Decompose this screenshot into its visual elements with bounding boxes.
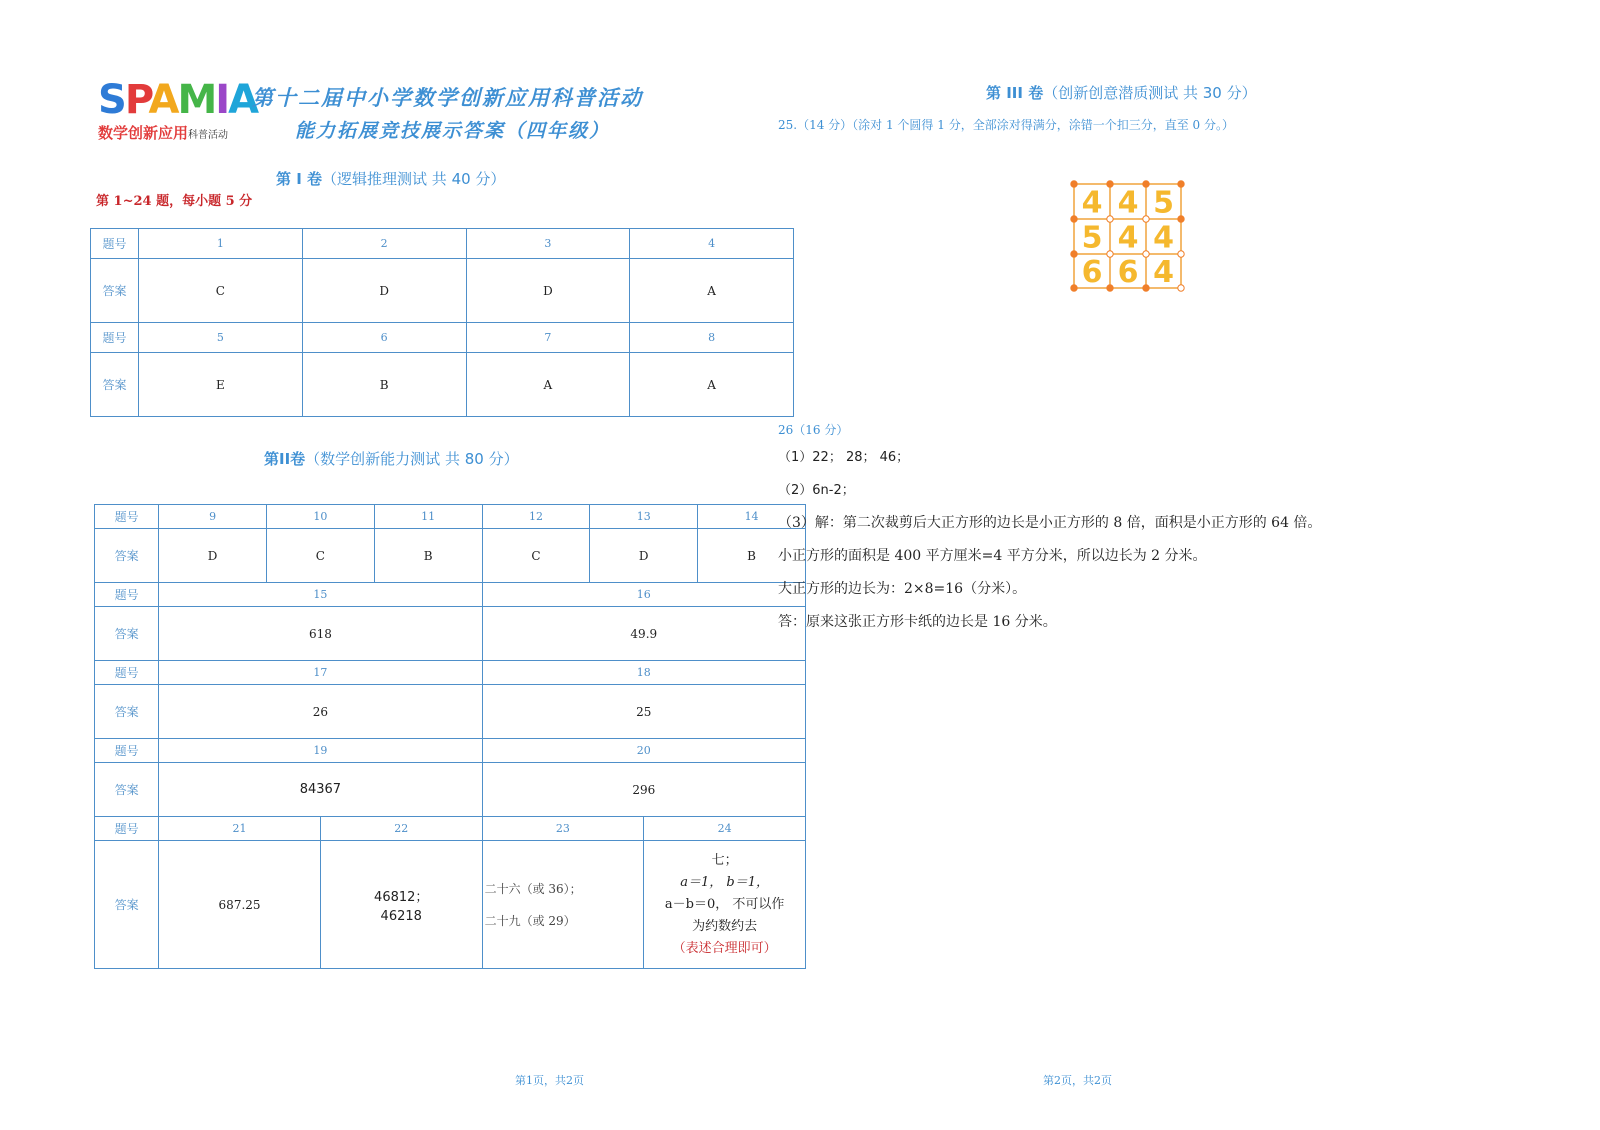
grid-dot bbox=[1071, 251, 1077, 257]
grid-dot bbox=[1178, 216, 1184, 222]
event-title: 第十二届中小学数学创新应用科普活动 bbox=[252, 86, 643, 110]
logo-wordmark: SPAMIA bbox=[98, 77, 258, 123]
answer-26-2: （2）6n-2； bbox=[778, 483, 855, 498]
answer-23: 二十六（或 36）； 二十九（或 29） bbox=[482, 841, 644, 969]
table-row: 题号 19 20 bbox=[95, 739, 806, 763]
answer-21: 687.25 bbox=[159, 841, 321, 969]
scoring-note: 第 1~24 题，每小题 5 分 bbox=[96, 194, 253, 209]
answer-26-3: （3）解：第二次裁剪后大正方形的边长是小正方形的 8 倍，面积是小正方形的 64 倍。 bbox=[778, 515, 1322, 531]
grid-digit: 6 bbox=[1117, 255, 1139, 290]
logo-subtitle: 数学创新应用科普活动 bbox=[98, 124, 229, 142]
document-title: 能力拓展竞技展示答案（四年级） bbox=[295, 120, 611, 142]
grid-dot bbox=[1178, 285, 1184, 291]
table-row: 题号 17 18 bbox=[95, 661, 806, 685]
grid-digit: 5 bbox=[1081, 220, 1103, 256]
table-row: 答案 C D D A bbox=[91, 259, 794, 323]
grid-dot bbox=[1071, 216, 1077, 222]
grid-digit: 4 bbox=[1117, 220, 1139, 256]
page-footer-right: 第2页，共2页 bbox=[1043, 1074, 1112, 1087]
table-row: 答案 E B A A bbox=[91, 353, 794, 417]
number-grid-figure bbox=[1068, 180, 1186, 292]
part2-title: 第II卷（数学创新能力测试 共 80 分） bbox=[264, 450, 519, 468]
grid-dot bbox=[1143, 216, 1149, 222]
grid-dot bbox=[1143, 251, 1149, 257]
answer-22: 46812； 46218 bbox=[320, 841, 482, 969]
table-row: 答案 D C B C D B bbox=[95, 529, 806, 583]
answer-26-6: 答：原来这张正方形卡纸的边长是 16 分米。 bbox=[778, 614, 1057, 630]
answer-26-4: 小正方形的面积是 400 平方厘米=4 平方分米，所以边长为 2 分米。 bbox=[778, 548, 1207, 564]
table-row: 答案 618 49.9 bbox=[95, 607, 806, 661]
question-26-prompt: 26（16 分） bbox=[778, 423, 849, 437]
page-footer-left: 第1页，共2页 bbox=[515, 1074, 584, 1087]
part2-answer-table bbox=[94, 504, 806, 969]
grid-dot bbox=[1143, 285, 1149, 291]
question-25-prompt: 25.（14 分）（涂对 1 个圆得 1 分，全部涂对得满分，涂错一个扣三分，直至 0 分。） bbox=[778, 118, 1234, 132]
grid-dot bbox=[1178, 251, 1184, 257]
spamia-logo bbox=[98, 77, 258, 144]
table-row: 题号 1 2 3 4 bbox=[91, 229, 794, 259]
grid-dot bbox=[1107, 285, 1113, 291]
grid-dot bbox=[1143, 181, 1149, 187]
grid-digit: 6 bbox=[1081, 255, 1103, 290]
part1-title: 第 I 卷（逻辑推理测试 共 40 分） bbox=[276, 170, 506, 188]
grid-dot bbox=[1071, 285, 1077, 291]
table-row: 题号 5 6 7 8 bbox=[91, 323, 794, 353]
answer-26-1: （1）22； 28； 46； bbox=[778, 450, 910, 465]
grid-dot bbox=[1107, 181, 1113, 187]
part1-answer-table bbox=[90, 228, 794, 417]
table-row: 题号 21 22 23 24 bbox=[95, 817, 806, 841]
grid-digit: 4 bbox=[1153, 255, 1174, 290]
table-row: 答案 26 25 bbox=[95, 685, 806, 739]
grid-digits bbox=[1082, 186, 1174, 291]
grid-dot bbox=[1071, 181, 1077, 187]
part3-title: 第 III 卷（创新创意潜质测试 共 30 分） bbox=[986, 84, 1257, 102]
grid-digit: 4 bbox=[1117, 185, 1139, 221]
grid-digit: 5 bbox=[1153, 185, 1174, 221]
table-row: 答案 687.25 46812； 46218 二十六（或 36）； 二十九（或 29） 七； a＝1， b＝1， a－b＝0， 不可以作 为约数约去 （表述合理即可） bbox=[95, 841, 806, 969]
table-row: 题号 15 16 bbox=[95, 583, 806, 607]
grid-dot bbox=[1178, 181, 1184, 187]
answer-26-5: 大正方形的边长为：2×8=16（分米）。 bbox=[778, 581, 1027, 597]
grid-digit: 4 bbox=[1081, 185, 1103, 221]
answer-24: 七； a＝1， b＝1， a－b＝0， 不可以作 为约数约去 （表述合理即可） bbox=[644, 841, 806, 969]
grid-dot bbox=[1107, 216, 1113, 222]
grid-digit: 4 bbox=[1153, 220, 1174, 256]
grid-dot bbox=[1107, 251, 1113, 257]
table-row: 题号 9 10 11 12 13 14 bbox=[95, 505, 806, 529]
table-row: 答案 84367 296 bbox=[95, 763, 806, 817]
